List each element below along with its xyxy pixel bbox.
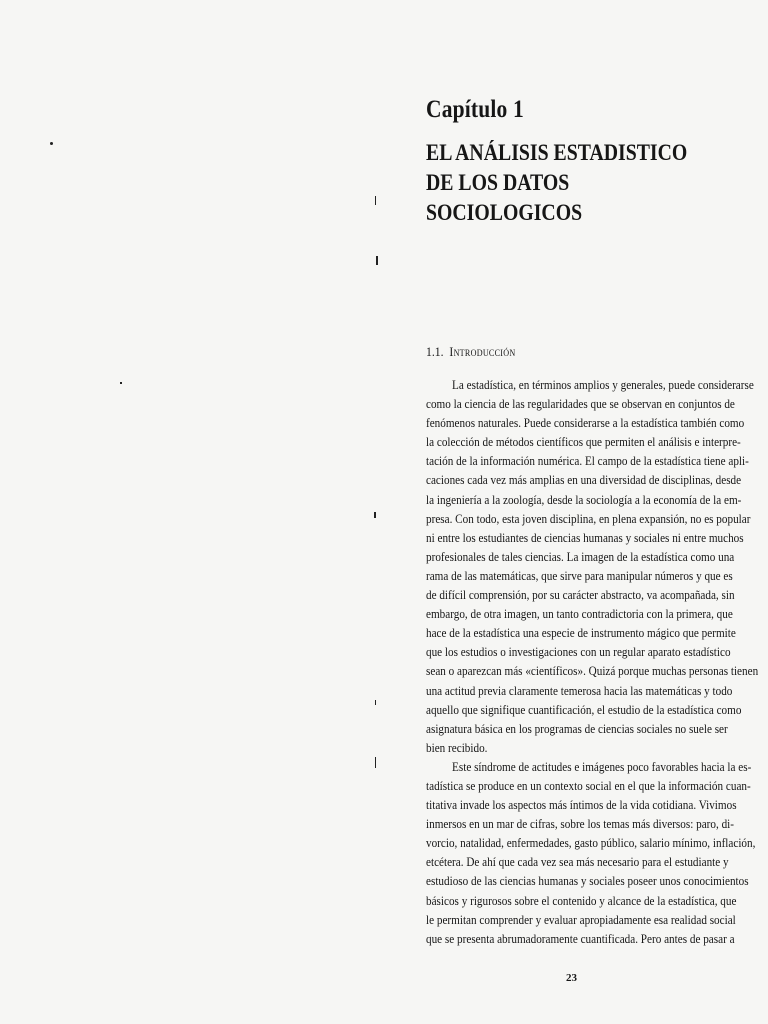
body-line [426, 509, 751, 528]
body-line [426, 470, 742, 489]
body-line [426, 795, 737, 814]
body-line [426, 719, 728, 738]
body-text [426, 375, 759, 948]
body-line-text: inmersos en un mar de cifras, sobre los temas más diversos: paro, di- [426, 816, 735, 832]
body-line-text: ni entre los estudiantes de ciencias humanas y sociales ni entre muchos [426, 529, 744, 545]
body-line [426, 623, 736, 642]
body-line [426, 738, 724, 757]
scan-speck [376, 256, 378, 265]
body-line [426, 681, 733, 700]
body-line [426, 814, 735, 833]
scan-speck [120, 382, 122, 384]
body-line [426, 929, 735, 948]
body-line-text: básicos y rigurosos sobre el contenido y alcance de la estadística, que [426, 892, 737, 908]
body-line [426, 700, 742, 719]
body-line [426, 871, 749, 890]
body-line-text: una actitud previa claramente temerosa hacia las matemáticas y todo [426, 682, 733, 698]
body-line [426, 375, 754, 394]
body-line-text: vorcio, natalidad, enfermedades, gasto público, salario mínimo, inflación, [426, 835, 756, 851]
body-line-text: bien recibido. [426, 739, 488, 755]
body-line [426, 451, 749, 470]
body-line [426, 833, 756, 852]
body-line [426, 566, 733, 585]
scan-speck [374, 512, 376, 518]
body-line [426, 757, 752, 776]
body-line-text: caciones cada vez más amplias en una diversidad de disciplinas, desde [426, 472, 742, 488]
body-line-text: titativa invade los aspectos más íntimos de la vida cotidiana. Vivimos [426, 797, 737, 813]
chapter-title-line: EL ANÁLISIS ESTADISTICO [426, 140, 688, 165]
body-line-text: sean o aparezcan más «científicos». Quizá porque muchas personas tienen [426, 663, 759, 679]
body-line [426, 661, 759, 680]
body-line-text: que los estudios o investigaciones con un regular aparato estadístico [426, 644, 731, 660]
body-line-text: Este síndrome de actitudes e imágenes poco favorables hacia la es- [452, 758, 752, 774]
scan-speck [375, 757, 376, 768]
body-line-text: que se presenta abrumadoramente cuantificada. Pero antes de pasar a [426, 930, 735, 946]
section-heading [426, 344, 515, 360]
body-line [426, 852, 729, 871]
body-line-text: etcétera. De ahí que cada vez sea más necesario para el estudiante y [426, 854, 729, 870]
body-line-text: presa. Con todo, esta joven disciplina, en plena expansión, no es popular [426, 510, 751, 526]
body-line [426, 776, 751, 795]
body-line-text: estudioso de las ciencias humanas y sociales poseer unos conocimientos [426, 873, 749, 889]
page-number: 23 [566, 972, 577, 984]
section-number: 1.1. [426, 344, 444, 359]
body-line [426, 910, 736, 929]
chapter-label: Capítulo 1 [426, 96, 524, 123]
body-line-text: le permitan comprender y evaluar apropiadamente esa realidad social [426, 911, 736, 927]
body-line [426, 394, 735, 413]
body-line [426, 642, 731, 661]
body-line-text: asignatura básica en los programas de ciencias sociales no suele ser [426, 720, 728, 736]
chapter-title [426, 138, 710, 228]
section-title: Introducción [449, 344, 516, 359]
body-line-text: fenómenos naturales. Puede considerarse a la estadística también como [426, 415, 745, 431]
scan-speck [375, 700, 376, 705]
body-line [426, 585, 735, 604]
body-line [426, 413, 745, 432]
body-line-text: hace de la estadística una especie de instrumento mágico que permite [426, 625, 736, 641]
body-line-text: la ingeniería a la zoología, desde la sociología a la economía de la em- [426, 491, 742, 507]
body-line [426, 490, 742, 509]
body-line-text: tación de la información numérica. El campo de la estadística tiene apli- [426, 453, 749, 469]
body-line [426, 547, 735, 566]
body-line-text: rama de las matemáticas, que sirve para manipular números y que es [426, 567, 733, 583]
chapter-title-line: DE LOS DATOS [426, 170, 570, 195]
scan-speck [375, 196, 376, 205]
body-line-text: embargo, de otra imagen, un tanto contradictoria con la primera, que [426, 606, 733, 622]
scan-speck [50, 142, 53, 145]
body-line [426, 432, 741, 451]
body-line-text: La estadística, en términos amplios y generales, puede considerarse [452, 377, 754, 392]
body-line-text: la colección de métodos científicos que permiten el análisis e interpre- [426, 434, 741, 450]
body-line-text: tadística se produce en un contexto social en el que la información cuan- [426, 777, 751, 793]
body-line-text: profesionales de tales ciencias. La imagen de la estadística como una [426, 548, 735, 564]
body-line-text: de difícil comprensión, por su carácter abstracto, va acompañada, sin [426, 587, 735, 603]
chapter-title-line: SOCIOLOGICOS [426, 200, 583, 225]
body-line-text: como la ciencia de las regularidades que se observan en conjuntos de [426, 396, 735, 412]
body-line-text: aquello que signifique cuantificación, el estudio de la estadística como [426, 701, 742, 717]
body-line [426, 891, 737, 910]
body-line [426, 528, 744, 547]
body-line [426, 604, 733, 623]
